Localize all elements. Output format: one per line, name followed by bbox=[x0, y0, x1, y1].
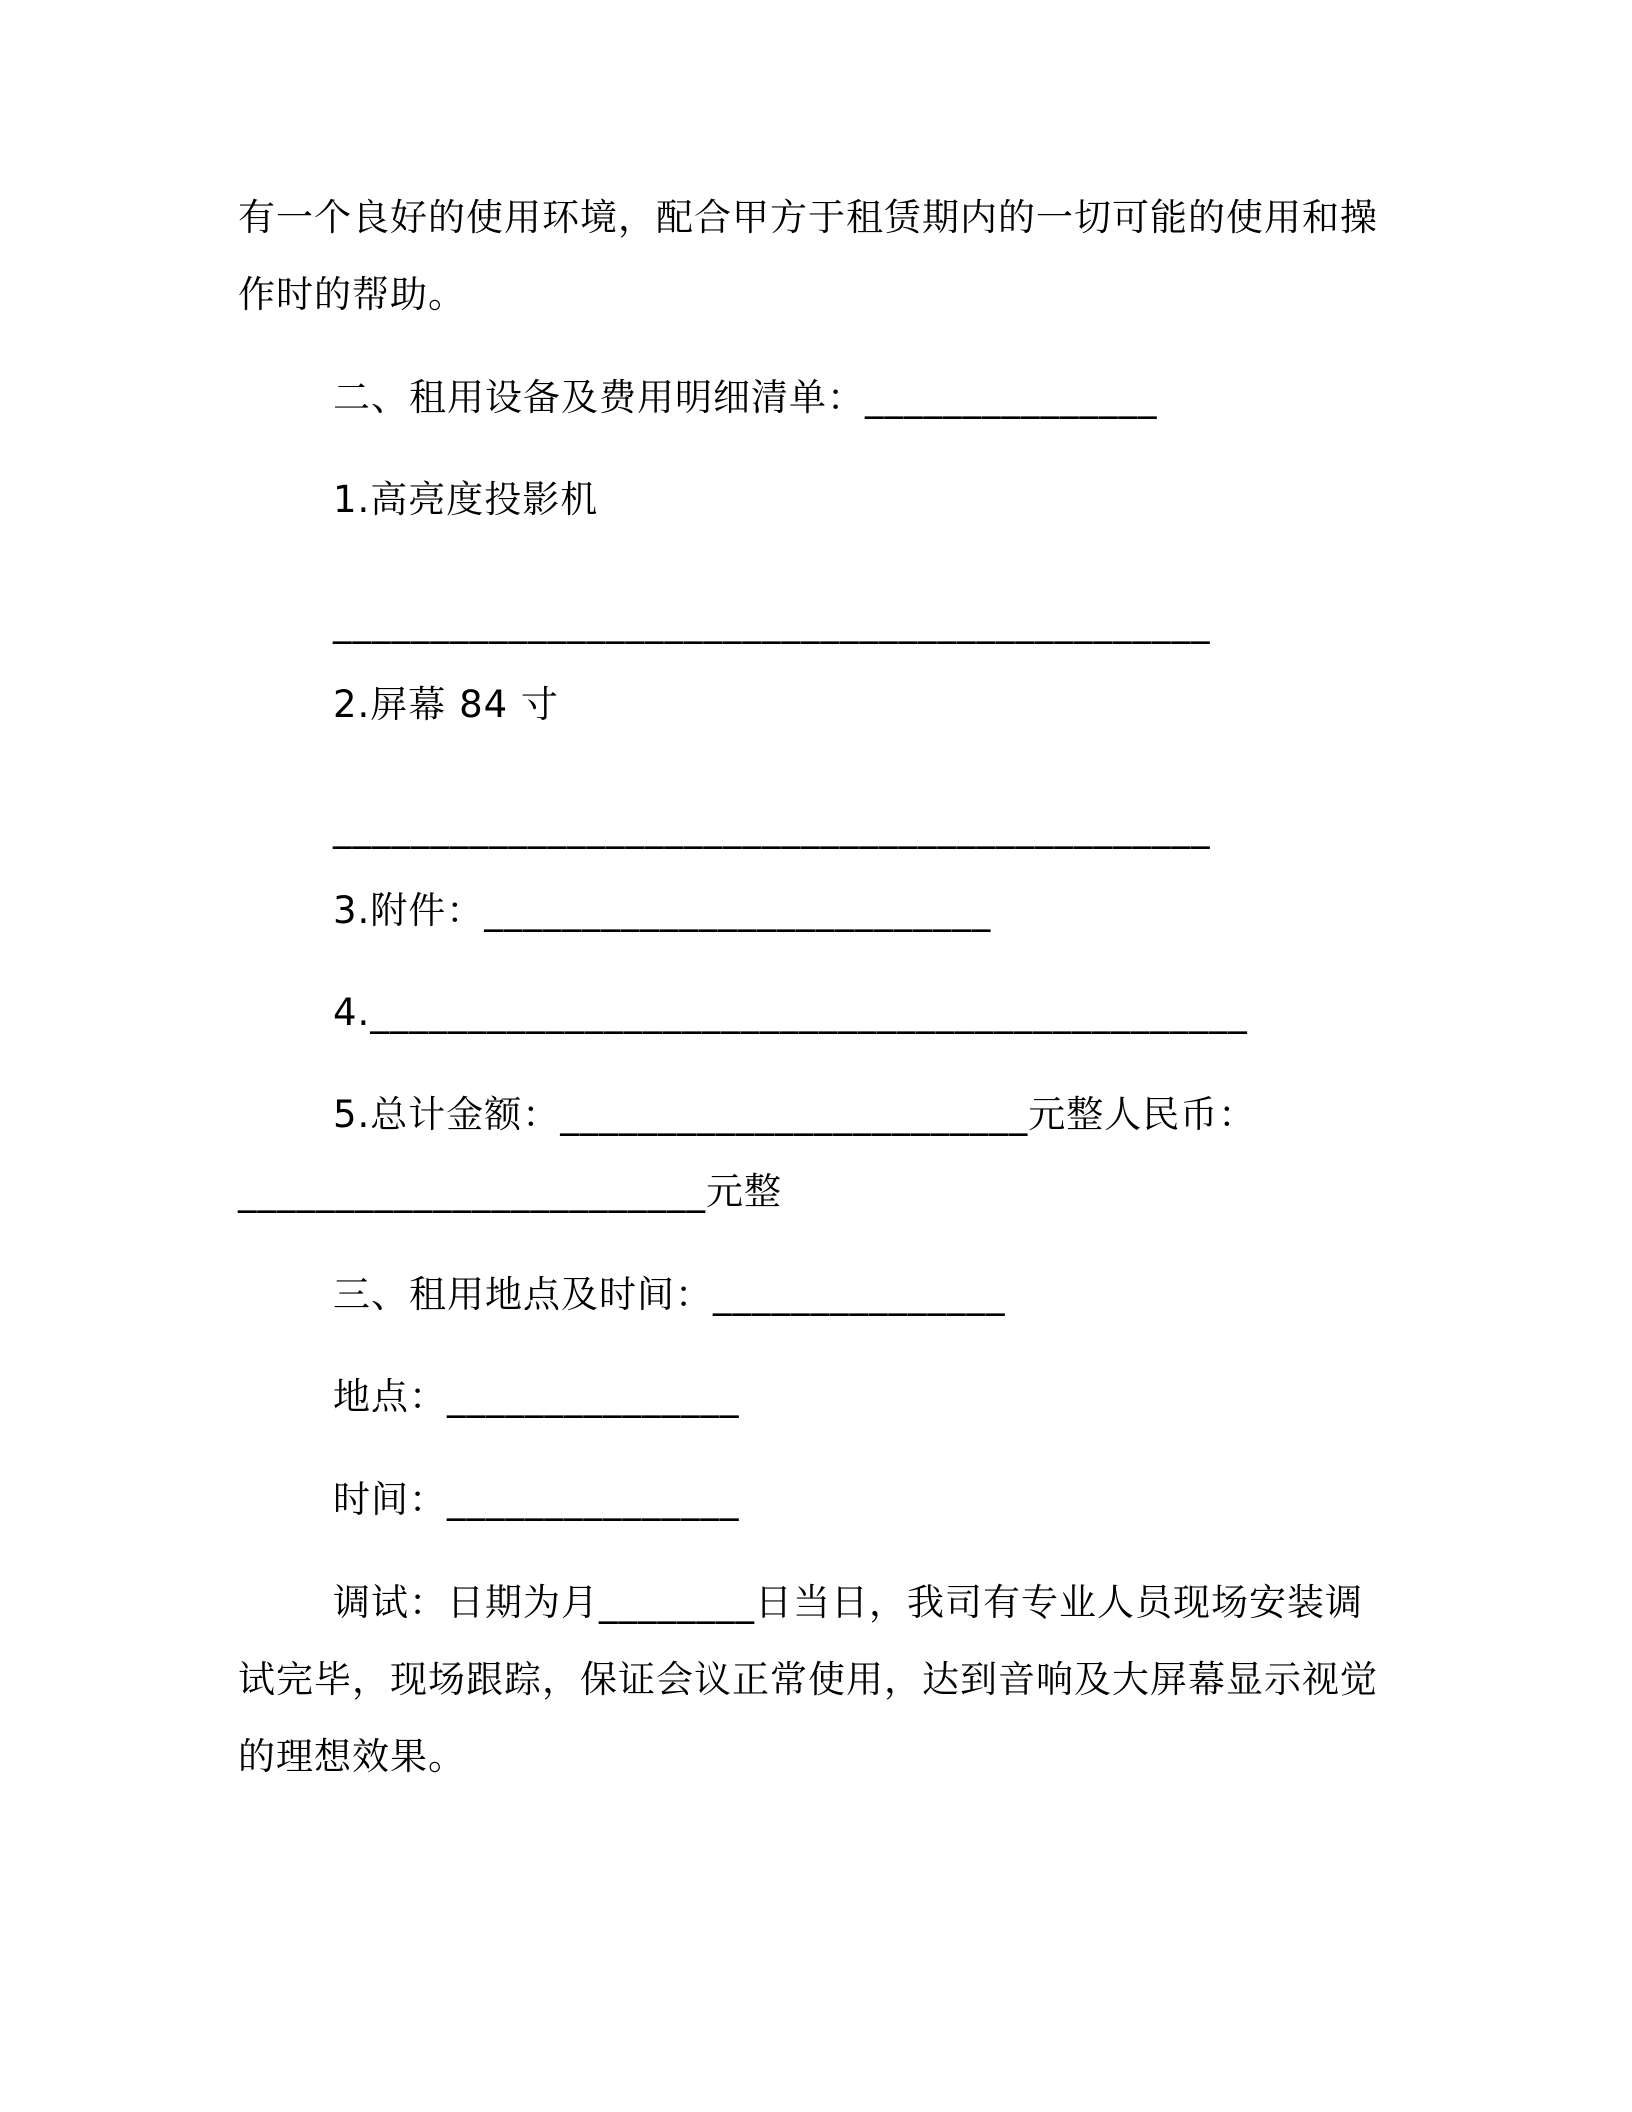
location-field: 地点：_______________ bbox=[333, 1375, 740, 1418]
paragraph-line-2: 作时的帮助。 bbox=[238, 273, 466, 316]
time-field: 时间：_______________ bbox=[333, 1478, 740, 1521]
paragraph-line-1: 有一个良好的使用环境，配合甲方于租赁期内的一切可能的使用和操 bbox=[238, 196, 1378, 239]
debug-paragraph-line-2: 试完毕，现场跟踪，保证会议正常使用，达到音响及大屏幕显示视觉 bbox=[238, 1658, 1378, 1701]
blank-line-screen: _____________________________________________ bbox=[333, 806, 1211, 849]
debug-paragraph-line-1: 调试：日期为月________日当日，我司有专业人员现场安装调 bbox=[333, 1581, 1363, 1624]
section-heading-equipment: 二、租用设备及费用明细清单：_______________ bbox=[333, 376, 1158, 419]
total-amount-continuation: ________________________元整 bbox=[238, 1170, 782, 1213]
item-four: 4._____________________________________________ bbox=[333, 991, 1248, 1034]
debug-paragraph-line-3: 的理想效果。 bbox=[238, 1735, 466, 1778]
item-total-amount: 5.总计金额：________________________元整人民币： bbox=[333, 1093, 1257, 1136]
section-heading-location-time: 三、租用地点及时间：_______________ bbox=[333, 1273, 1006, 1316]
item-screen: 2.屏幕 84 寸 bbox=[333, 683, 559, 726]
item-accessories: 3.附件：__________________________ bbox=[333, 889, 992, 932]
item-projector: 1.高亮度投影机 bbox=[333, 478, 599, 521]
blank-line-projector: _____________________________________________ bbox=[333, 601, 1211, 644]
